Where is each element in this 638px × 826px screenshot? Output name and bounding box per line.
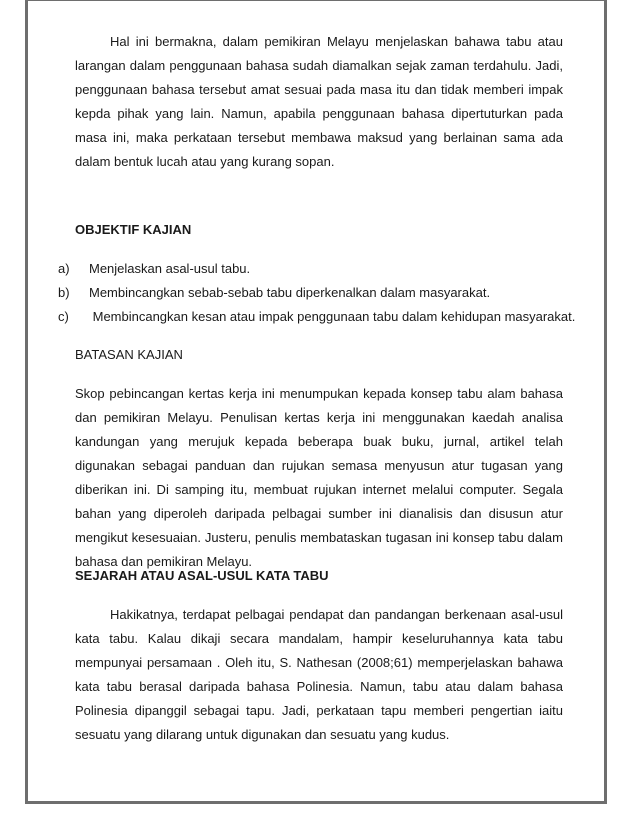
list-item	[0, 281, 638, 305]
list-marker: c)	[58, 309, 69, 324]
objektif-section	[75, 218, 563, 242]
list-item	[0, 257, 638, 281]
sejarah-heading: SEJARAH ATAU ASAL-USUL KATA TABU	[75, 568, 329, 583]
list-item-text: Menjelaskan asal-usul tabu.	[89, 261, 251, 276]
list-marker: a)	[58, 261, 70, 276]
sejarah-paragraph: Hakikatnya, terdapat pelbagai pendapat dan pandangan berkenaan asal-usul kata tabu. Kalau dikaji secara mandalam, hampir keseluruhannya kata tabu mempunyai persamaan . Oleh itu, S. Nathesan (2008;61) memperjelaskan bahawa kata tabu berasal daripada bahasa Polinesia. Namun, tabu atau dalam bahasa Polinesia dipanggil sebagai tapu. Jadi, perkataan tapu memberi pengertian iaitu sesuatu yang dilarang untuk digunakan dan sesuatu yang kudus.	[75, 607, 563, 742]
list-marker: b)	[58, 285, 70, 300]
document-body	[75, 30, 563, 174]
batasan-paragraph: Skop pebincangan kertas kerja ini menumpukan kepada konsep tabu alam bahasa dan pemikiran Melayu. Penulisan kertas kerja ini menggunakan kaedah analisa kandungan yang merujuk kepada beberapa buak buku, jurnal, artikel telah digunakan sebagai panduan dan rujukan semasa menyusun atur tugasan yang diberikan ini. Di samping itu, membuat rujukan internet melalui computer. Segala bahan yang diperoleh daripada pelbagai sumber ini dianalisis dan disusun atur mengikut kesesuaian. Justeru, penulis membataskan tugasan ini konsep tabu dalam bahasa dan pemikiran Melayu.	[75, 386, 563, 569]
sejarah-section	[75, 564, 563, 588]
objektif-list	[0, 257, 638, 329]
objektif-heading: OBJEKTIF KAJIAN	[75, 222, 192, 237]
list-item	[0, 305, 638, 329]
list-item-text: Membincangkan kesan atau impak penggunaan tabu dalam kehidupan masyarakat.	[89, 309, 576, 324]
intro-paragraph: Hal ini bermakna, dalam pemikiran Melayu menjelaskan bahawa tabu atau larangan dalam penggunaan bahasa sudah diamalkan sejak zaman terdahulu. Jadi, penggunaan bahasa tersebut amat sesuai pada masa itu dan tidak memberi impak kepda pihak yang lain. Namun, apabila penggunaan bahasa dipertuturkan pada masa ini, maka perkataan tersebut membawa maksud yang berlainan sama ada dalam bentuk lucah atau yang kurang sopan.	[75, 34, 563, 169]
batasan-section	[75, 343, 563, 367]
list-item-text: Membincangkan sebab-sebab tabu diperkenalkan dalam masyarakat.	[89, 285, 491, 300]
sejarah-body	[75, 603, 563, 747]
batasan-body	[75, 382, 563, 574]
batasan-heading: BATASAN KAJIAN	[75, 347, 183, 362]
